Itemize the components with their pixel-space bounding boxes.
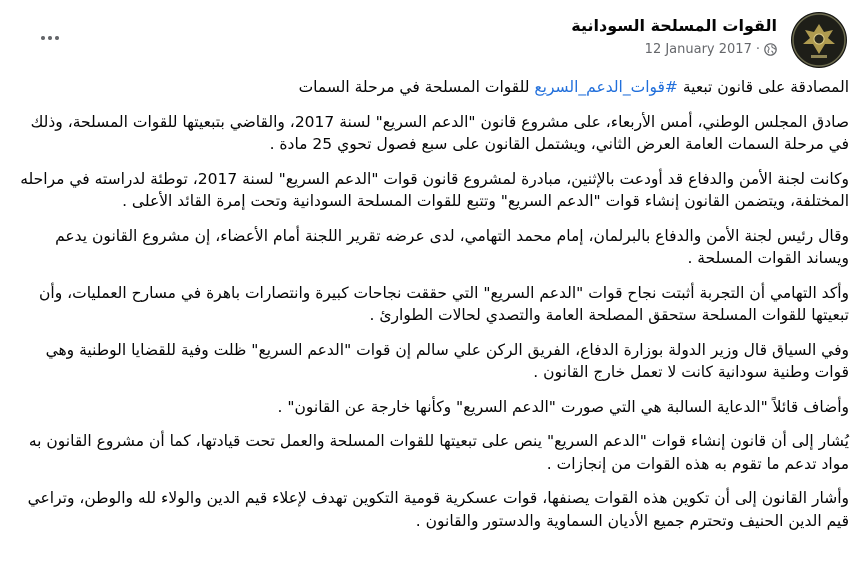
hashtag-link[interactable]: #قوات_الدعم_السريع bbox=[534, 78, 678, 96]
post-date[interactable]: 12 January 2017 bbox=[644, 42, 752, 57]
meta-separator: · bbox=[755, 42, 760, 57]
post-paragraph: صادق المجلس الوطني، أمس الأربعاء، على مشروع قانون "الدعم السريع" لسنة 2017، والقاضي بتبعيتها للقوات المسلحة، وذلك في مرحلة السمات العامة العرض الثاني، ويشتمل القانون على سبع فصول تحوي 25 مادة . bbox=[30, 112, 849, 153]
post-paragraph: وأكد التهامي أن التجربة أثبتت نجاح قوات "الدعم السريع" التي حققت نجاحات كبيرة وانتصارات باهرة في مسارح العمليات، وأن تبعيتها للقوات المسلحة ستحقق المصلحة العامة والتصدي لحالات الطوارئ . bbox=[39, 283, 849, 324]
more-dot bbox=[55, 36, 59, 40]
headline-text-end: للقوات المسلحة في مرحلة السمات bbox=[298, 78, 535, 96]
more-dot bbox=[41, 36, 45, 40]
more-dot bbox=[48, 36, 52, 40]
post-paragraph: يُشار إلى أن قانون إنشاء قوات "الدعم السريع" ينص على تبعيتها للقوات المسلحة والعمل تحت قيادتها، كما أن مشروع القانون به مواد تدعم ما تقوم به هذه القوات من إنجازات . bbox=[28, 432, 849, 473]
more-options-button[interactable] bbox=[32, 24, 68, 52]
headline-text-start: المصادقة على قانون تبعية bbox=[677, 78, 849, 96]
post-paragraph: وأضاف قائلاً "الدعاية السالبة هي التي صورت "الدعم السريع" وكأنها خارجة عن القانون" . bbox=[277, 397, 849, 416]
page-avatar[interactable] bbox=[791, 12, 847, 68]
post-meta bbox=[645, 42, 777, 57]
post-paragraph: وأشار القانون إلى أن تكوين هذه القوات يصنفها، قوات عسكرية قومية التكوين تهدف لإعلاء قيم الدين والولاء لله والوطن، وتراعي قيم الدين الحنيف وتحترم جميع الأديان السماوية والدستور والقانون . bbox=[27, 489, 849, 530]
post-body bbox=[14, 76, 849, 544]
globe-icon[interactable] bbox=[764, 43, 777, 56]
post-paragraph: وكانت لجنة الأمن والدفاع قد أودعت بالإثنين، مبادرة لمشروع قانون قوات "الدعم السريع" لسنة 2017، توطئة لدراسته في مراحله المختلفة، ويتضمن القانون إنشاء قوات "الدعم السريع" وتتبع للقوات المسلحة السودانية وتحت إمرة القائد الأعلى . bbox=[20, 169, 849, 210]
post-header bbox=[12, 12, 851, 68]
post-paragraph: وفي السياق قال وزير الدولة بوزارة الدفاع، الفريق الركن علي سالم إن قوات "الدعم السريع" ظلت وفية للقضايا الوطنية وهي قوات وطنية سودانية كانت لا تعمل خارج القانون . bbox=[45, 340, 849, 381]
sudan-armed-forces-emblem-icon bbox=[791, 12, 847, 68]
page-name[interactable]: القوات المسلحة السودانية bbox=[571, 16, 777, 35]
post-paragraph: وقال رئيس لجنة الأمن والدفاع بالبرلمان، إمام محمد التهامي، لدى عرضه تقرير اللجنة أمام الأعضاء، إن مشروع القانون يدعم ويساند القوات المسلحة . bbox=[55, 226, 849, 267]
post-headline bbox=[14, 76, 849, 99]
